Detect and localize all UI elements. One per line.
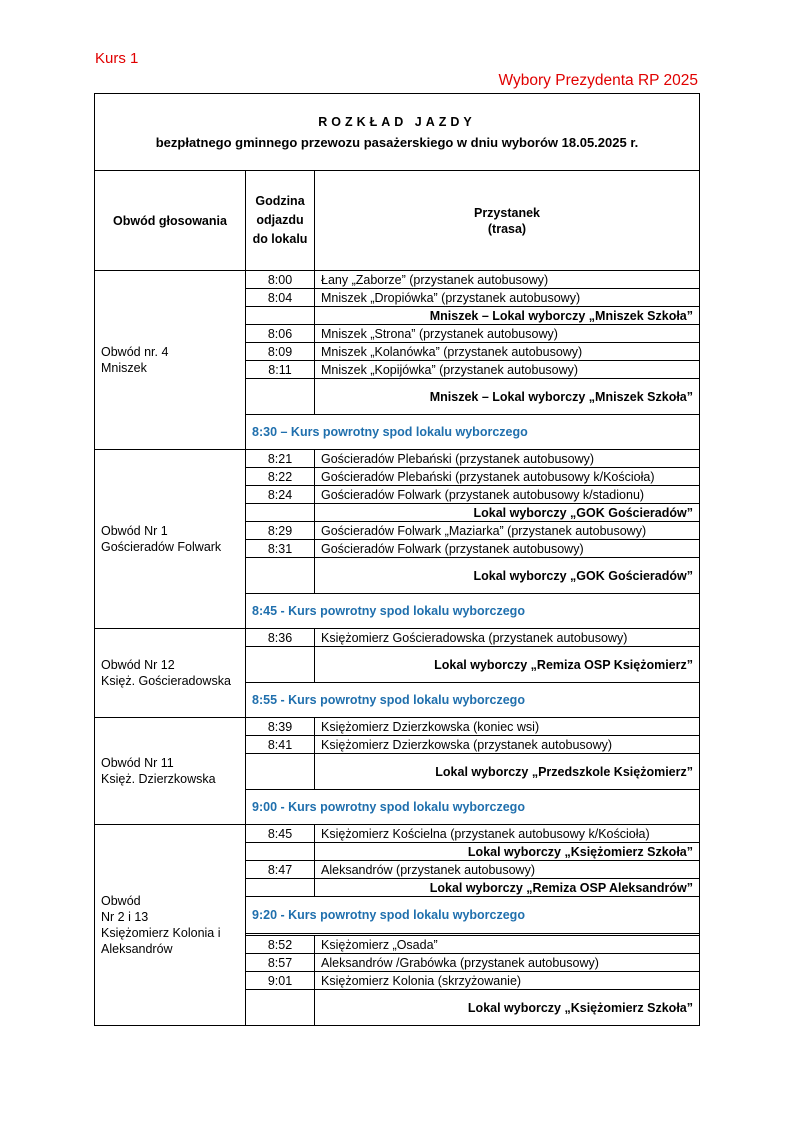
bus-stop: Gościeradów Folwark „Maziarka” (przystanek autobusowy)	[315, 522, 700, 540]
schedule-row	[95, 271, 700, 289]
column-header-stop-line1: Przystanek	[473, 205, 540, 220]
schedule-title: ROZKŁAD JAZDY	[318, 114, 476, 129]
district-name-line2: Mniszek	[101, 361, 147, 375]
polling-station: Mniszek – Lokal wyborczy „Mniszek Szkoła”	[315, 307, 700, 325]
district-name-line4: Aleksandrów	[101, 942, 173, 956]
departure-time: 8:06	[246, 325, 315, 343]
departure-time: 8:21	[246, 450, 315, 468]
district-cell	[95, 718, 246, 825]
schedule-row	[95, 825, 700, 843]
bus-stop: Aleksandrów (przystanek autobusowy)	[315, 861, 700, 879]
district-name-line3: Księżomierz Kolonia i	[101, 926, 221, 940]
bus-stop: Mniszek „Dropiówka” (przystanek autobusowy)	[315, 289, 700, 307]
return-course: 8:30 – Kurs powrotny spod lokalu wyborczego	[246, 415, 700, 450]
departure-time: 9:01	[246, 972, 315, 990]
election-title: Wybory Prezydenta RP 2025	[498, 72, 698, 89]
departure-time: 8:36	[246, 629, 315, 647]
district-name-line1: Obwód nr. 4	[101, 345, 169, 359]
schedule-row	[95, 629, 700, 647]
polling-station: Lokal wyborczy „Księżomierz Szkoła”	[315, 843, 700, 861]
departure-time: 8:39	[246, 718, 315, 736]
bus-stop: Mniszek „Strona” (przystanek autobusowy)	[315, 325, 700, 343]
bus-stop: Księżomierz Dzierzkowska (koniec wsi)	[315, 718, 700, 736]
bus-stop: Gościeradów Folwark (przystanek autobusowy k/stadionu)	[315, 486, 700, 504]
district-cell	[95, 825, 246, 1026]
district-cell	[95, 450, 246, 629]
time-cell-empty	[246, 990, 315, 1026]
bus-stop: Księżomierz Kościelna (przystanek autobusowy k/Kościoła)	[315, 825, 700, 843]
bus-stop: Gościeradów Plebański (przystanek autobusowy k/Kościoła)	[315, 468, 700, 486]
course-label: Kurs 1	[95, 50, 139, 67]
bus-stop: Księżomierz Kolonia (skrzyżowanie)	[315, 972, 700, 990]
schedule-row	[95, 450, 700, 468]
district-name-line1: Obwód Nr 11	[101, 756, 174, 770]
district-name-line2: Nr 2 i 13	[101, 910, 149, 924]
polling-station: Lokal wyborczy „Remiza OSP Aleksandrów”	[315, 879, 700, 897]
bus-stop: Księżomierz „Osada”	[315, 936, 700, 954]
column-header-stop-line2: (trasa)	[487, 221, 527, 236]
return-course: 9:20 - Kurs powrotny spod lokalu wyborczego	[246, 897, 700, 934]
departure-time: 8:57	[246, 954, 315, 972]
departure-time: 8:45	[246, 825, 315, 843]
bus-stop: Mniszek „Kolanówka” (przystanek autobusowy)	[315, 343, 700, 361]
departure-time: 8:09	[246, 343, 315, 361]
polling-station: Lokal wyborczy „GOK Gościeradów”	[315, 558, 700, 594]
district-cell	[95, 629, 246, 718]
bus-stop: Gościeradów Folwark (przystanek autobusowy)	[315, 540, 700, 558]
bus-stop: Księżomierz Gościeradowska (przystanek autobusowy)	[315, 629, 700, 647]
departure-time: 8:47	[246, 861, 315, 879]
polling-station: Lokal wyborczy „GOK Gościeradów”	[315, 504, 700, 522]
bus-stop: Łany „Zaborze” (przystanek autobusowy)	[315, 271, 700, 289]
bus-stop: Aleksandrów /Grabówka (przystanek autobusowy)	[315, 954, 700, 972]
departure-time: 8:52	[246, 936, 315, 954]
departure-time: 8:22	[246, 468, 315, 486]
schedule-table	[94, 93, 700, 1026]
bus-stop: Gościeradów Plebański (przystanek autobusowy)	[315, 450, 700, 468]
schedule-row	[95, 718, 700, 736]
district-name-line2: Księż. Gościeradowska	[101, 674, 231, 688]
polling-station: Lokal wyborczy „Przedszkole Księżomierz”	[315, 754, 700, 790]
time-cell-empty	[246, 307, 315, 325]
time-cell-empty	[246, 558, 315, 594]
time-cell-empty	[246, 754, 315, 790]
departure-time: 8:11	[246, 361, 315, 379]
polling-station: Lokal wyborczy „Księżomierz Szkoła”	[315, 990, 700, 1026]
bus-stop: Mniszek „Kopijówka” (przystanek autobusowy)	[315, 361, 700, 379]
return-course: 8:45 - Kurs powrotny spod lokalu wyborczego	[246, 594, 700, 629]
schedule-header	[95, 94, 700, 171]
district-name-line1: Obwód Nr 12	[101, 658, 175, 672]
polling-station: Mniszek – Lokal wyborczy „Mniszek Szkoła”	[315, 379, 700, 415]
district-cell	[95, 271, 246, 450]
time-cell-empty	[246, 843, 315, 861]
polling-station: Lokal wyborczy „Remiza OSP Księżomierz”	[315, 647, 700, 683]
district-name-line1: Obwód	[101, 894, 141, 908]
bus-stop: Księżomierz Dzierzkowska (przystanek autobusowy)	[315, 736, 700, 754]
departure-time: 8:24	[246, 486, 315, 504]
column-header-stop	[315, 171, 700, 271]
schedule-subtitle: bezpłatnego gminnego przewozu pasażerskiego w dniu wyborów 18.05.2025 r.	[155, 134, 639, 150]
time-cell-empty	[246, 379, 315, 415]
time-cell-empty	[246, 647, 315, 683]
return-course: 8:55 - Kurs powrotny spod lokalu wyborczego	[246, 683, 700, 718]
time-cell-empty	[246, 879, 315, 897]
district-name-line2: Gościeradów Folwark	[101, 540, 222, 554]
return-course: 9:00 - Kurs powrotny spod lokalu wyborczego	[246, 790, 700, 825]
departure-time: 8:00	[246, 271, 315, 289]
district-name-line1: Obwód Nr 1	[101, 524, 168, 538]
departure-time: 8:29	[246, 522, 315, 540]
departure-time: 8:04	[246, 289, 315, 307]
departure-time: 8:41	[246, 736, 315, 754]
departure-time: 8:31	[246, 540, 315, 558]
column-header-time: Godzina odjazdu do lokalu	[246, 171, 315, 271]
time-cell-empty	[246, 504, 315, 522]
district-name-line2: Księż. Dzierzkowska	[101, 772, 216, 786]
column-header-district: Obwód głosowania	[95, 171, 246, 271]
